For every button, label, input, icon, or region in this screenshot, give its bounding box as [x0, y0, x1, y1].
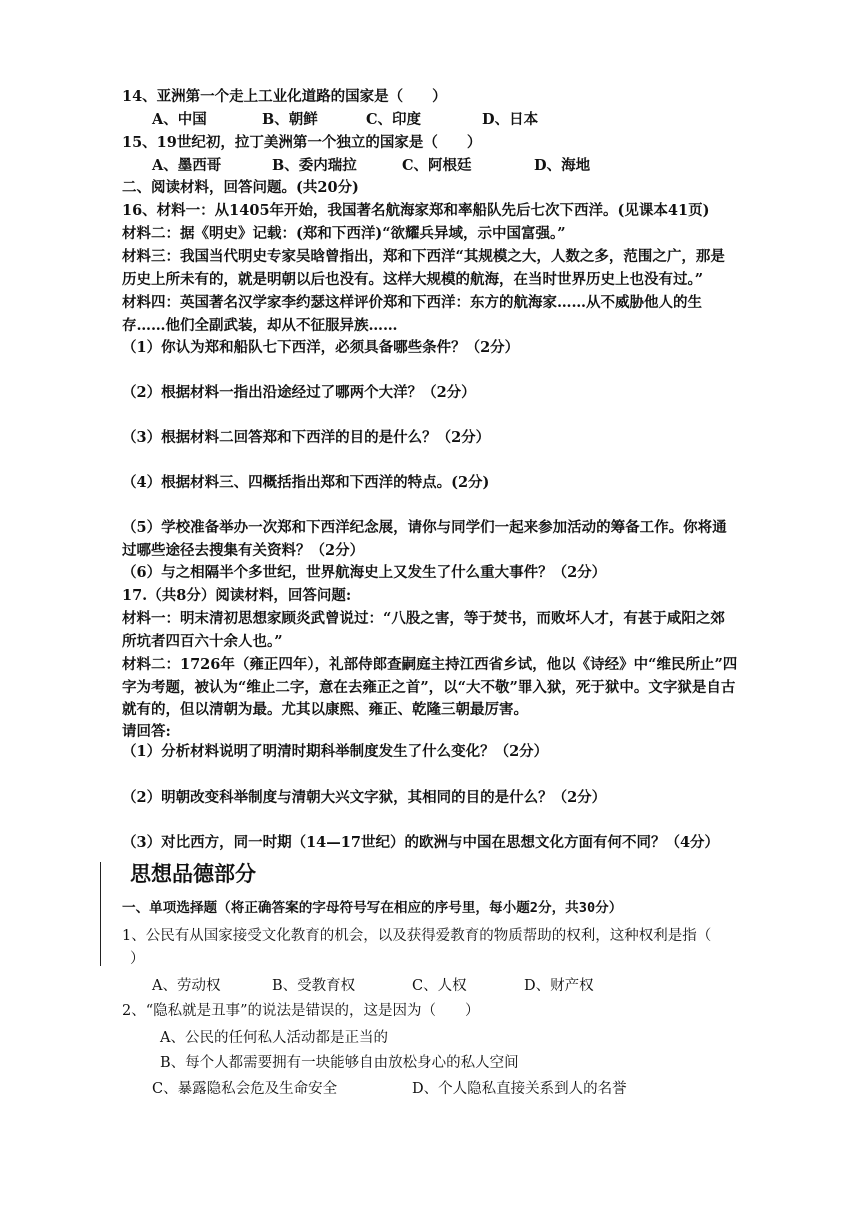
moral-q2-stem: 2、“隐私就是丑事”的说法是错误的，这是因为（ ） — [122, 1003, 480, 1019]
moral-q2-option-c: C、暴露隐私会危及生命安全 — [152, 1081, 338, 1097]
moral-q1-stem-line2: ） — [130, 951, 145, 967]
q16-sub-2: （2）根据材料一指出沿途经过了哪两个大洋？（2分） — [122, 384, 476, 401]
q16-material-4-line1: 材料四：英国著名汉学家李约瑟这样评价郑和下西洋：东方的航海家……从不威胁他人的生 — [122, 294, 702, 311]
q14-stem: 14、亚洲第一个走上工业化道路的国家是（ ） — [122, 88, 447, 105]
q17-ask: 请回答: — [122, 723, 171, 740]
moral-section1-heading: 一、单项选择题（将正确答案的字母符号写在相应的序号里，每小题2分，共30分） — [122, 900, 623, 916]
moral-section-title: 思想品德部分 — [130, 862, 256, 886]
q16-sub-5-line2: 过哪些途径去搜集有关资料？（2分） — [122, 542, 365, 559]
q17-material-2-line2: 字为考题，被认为“维止二字，意在去雍正之首”，以“大不敬”罪入狱，死于狱中。文字狱是自古 — [122, 679, 736, 696]
q17-material-1-line1: 材料一：明末清初思想家顾炎武曾说过：“八股之害，等于焚书，而败坏人才，有甚于咸阳之郊 — [122, 610, 725, 627]
q15-stem: 15、19世纪初，拉丁美洲第一个独立的国家是（ ） — [122, 134, 482, 151]
q17-sub-2: （2）明朝改变科举制度与清朝大兴文字狱，其相同的目的是什么？（2分） — [122, 789, 607, 806]
q14-option-a: A、中国 — [152, 111, 207, 128]
q16-sub-1: （1）你认为郑和船队七下西洋，必须具备哪些条件？（2分） — [122, 339, 520, 356]
section2-heading: 二、阅读材料，回答问题。(共20分) — [122, 179, 359, 196]
q14-option-d: D、日本 — [482, 111, 539, 128]
moral-q1-option-c: C、人权 — [412, 978, 467, 994]
q17-stem: 17.（共8分）阅读材料，回答问题: — [122, 587, 352, 604]
moral-q2-option-d: D、个人隐私直接关系到人的名誉 — [412, 1081, 627, 1097]
moral-q2-option-a: A、公民的任何私人活动都是正当的 — [160, 1030, 388, 1046]
q17-material-1-line2: 所坑者四百六十余人也。” — [122, 633, 283, 650]
q17-sub-3: （3）对比西方，同一时期（14—17世纪）的欧洲与中国在思想文化方面有何不同？（4分） — [122, 834, 720, 851]
moral-q1-option-b: B、受教育权 — [272, 978, 356, 994]
moral-q1-stem-line1: 1、公民有从国家接受文化教育的机会，以及获得爱教育的物质帮助的权利，这种权利是指（ — [122, 928, 712, 944]
q17-material-2-line3: 就有的，但以清朝为最。尤其以康熙、雍正、乾隆三朝最厉害。 — [122, 701, 528, 718]
q16-sub-4: （4）根据材料三、四概括指出郑和下西洋的特点。(2分) — [122, 474, 490, 491]
moral-q1-option-d: D、财产权 — [524, 978, 594, 994]
q16-material-1: 16、材料一：从1405年开始，我国著名航海家郑和率船队先后七次下西洋。(见课本41页) — [122, 202, 710, 219]
q16-material-4-line2: 存……他们全副武装，却从不征服异族…… — [122, 317, 398, 334]
q16-sub-5-line1: （5）学校准备举办一次郑和下西洋纪念展，请你与同学们一起来参加活动的筹备工作。你将通 — [122, 519, 727, 536]
margin-bar — [100, 862, 101, 966]
q15-option-a: A、墨西哥 — [152, 157, 222, 174]
q15-option-b: B、委内瑞拉 — [272, 157, 357, 174]
moral-q1-option-a: A、劳动权 — [152, 978, 221, 994]
q15-option-c: C、阿根廷 — [402, 157, 472, 174]
q16-sub-6: （6）与之相隔半个多世纪，世界航海史上又发生了什么重大事件？（2分） — [122, 564, 607, 581]
q16-sub-3: （3）根据材料二回答郑和下西洋的目的是什么？（2分） — [122, 429, 491, 446]
q16-material-3-line1: 材料三：我国当代明史专家吴晗曾指出，郑和下西洋“其规模之大，人数之多，范围之广，那是 — [122, 248, 725, 265]
q14-option-b: B、朝鲜 — [262, 111, 318, 128]
moral-q2-option-b: B、每个人都需要拥有一块能够自由放松身心的私人空间 — [160, 1055, 519, 1071]
q17-sub-1: （1）分析材料说明了明清时期科举制度发生了什么变化？（2分） — [122, 743, 549, 760]
q15-option-d: D、海地 — [534, 157, 591, 174]
q17-material-2-line1: 材料二：1726年（雍正四年），礼部侍郎查嗣庭主持江西省乡试，他以《诗经》中“维民所止”四 — [122, 656, 738, 673]
q16-material-2: 材料二：据《明史》记载：(郑和下西洋)“欲耀兵异域，示中国富强。” — [122, 225, 566, 242]
q16-material-3-line2: 历史上所未有的，就是明朝以后也没有。这样大规模的航海，在当时世界历史上也没有过。” — [122, 271, 704, 288]
q14-option-c: C、印度 — [366, 111, 422, 128]
